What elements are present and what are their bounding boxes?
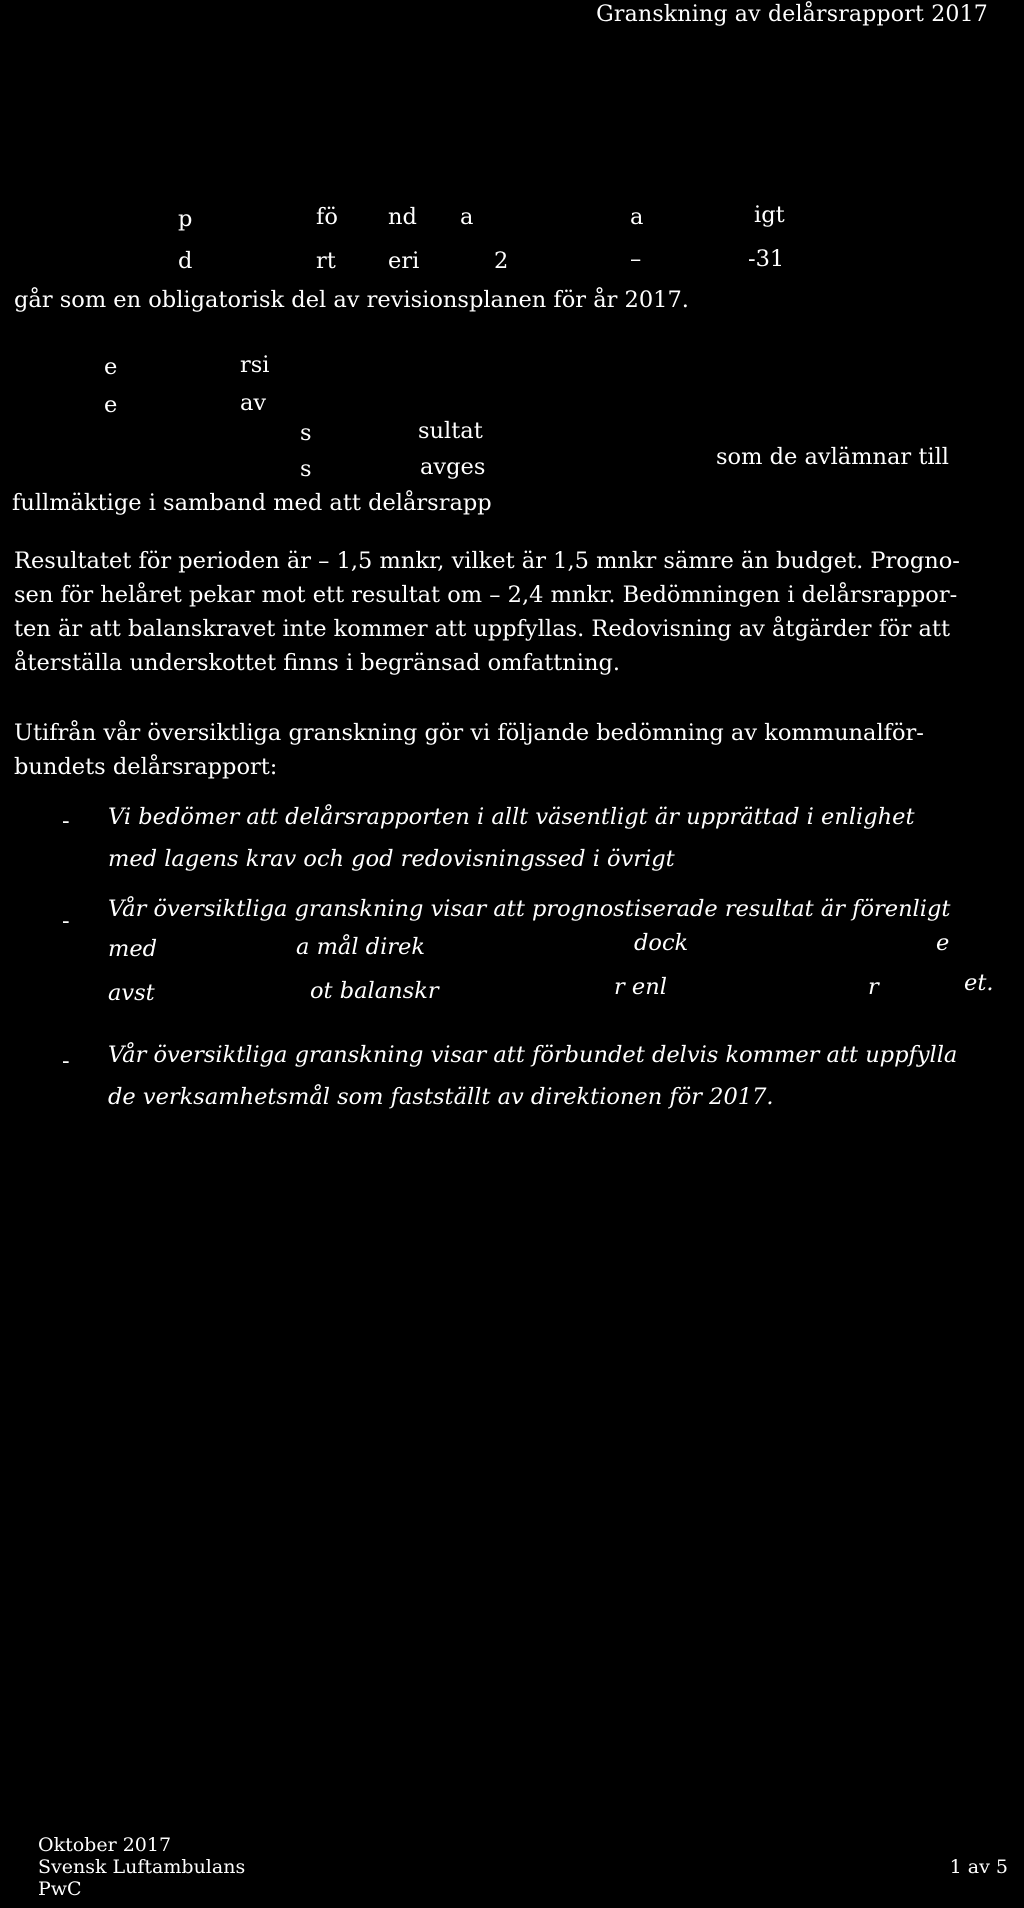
intro-line: går som en obligatorisk del av revisionsplanen för år 2017. [14,287,689,313]
purpose-fragment: avges [420,454,486,480]
intro-fragment: fö [316,204,338,230]
intro-fragment: – [630,246,642,272]
purpose-fragment: av [240,390,267,416]
bullet-fragment: ot balanskr [310,978,439,1004]
result-line: återställa underskottet finns i begränsad omfattning. [14,650,621,676]
bullet-dash: - [62,908,70,934]
intro-fragment: 2 [494,248,509,274]
intro-fragment: rt [316,248,336,274]
intro-fragment: igt [754,202,785,228]
purpose-fragment: som de avlämnar till [716,444,949,470]
bullet-fragment: a mål direk [296,934,425,960]
bullet-line: Vår översiktliga granskning visar att prognostiserade resultat är förenligt [108,896,951,922]
result-paragraph [14,544,960,680]
intro-fragment: nd [388,204,417,230]
footer-date: Oktober 2017 [38,1834,172,1856]
footer-info [38,1834,245,1900]
intro-fragment: a [460,204,474,230]
footer-firm: PwC [38,1878,82,1900]
bullet-dash: - [62,808,70,834]
page-number: 1 av 5 [949,1856,1008,1878]
result-line: ten är att balanskravet inte kommer att uppfyllas. Redovisning av åtgärder för att [14,616,950,642]
purpose-fragment: s [300,456,312,482]
bullet-line: de verksamhetsmål som fastställt av direktionen för 2017. [108,1084,774,1110]
intro-fragment: eri [388,248,420,274]
result-line: sen för helåret pekar mot ett resultat om – 2,4 mnkr. Bedömningen i delårsrappor- [14,582,958,608]
bullet-fragment: e [936,930,950,956]
bullet-text [108,796,914,880]
document-header-title: Granskning av delårsrapport 2017 [596,2,988,27]
bullet-text [108,1034,957,1118]
bullet-line: Vi bedömer att delårsrapporten i allt väsentligt är upprättad i enlighet [108,804,915,830]
intro-fragment: d [178,248,193,274]
bullet-fragment: r enl [614,974,667,1000]
purpose-fragment: e [104,392,118,418]
assessment-line: bundets delårsrapport: [14,754,278,780]
purpose-fragment: sultat [418,418,483,444]
purpose-line: fullmäktige i samband med att delårsrapp [12,490,492,516]
purpose-fragment: rsi [240,352,270,378]
bullet-fragment: et. [964,970,994,996]
bullet-fragment: dock [634,930,689,956]
intro-fragment: a [630,204,644,230]
assessment-line: Utifrån vår översiktliga granskning gör vi följande bedömning av kommunalför- [14,720,924,746]
purpose-fragment: e [104,354,118,380]
bullet-dash: - [62,1048,70,1074]
intro-fragment: -31 [748,246,785,272]
bullet-line: med lagens krav och god redovisningssed i övrigt [108,846,675,872]
bullet-fragment: avst [108,980,155,1006]
result-line: Resultatet för perioden är – 1,5 mnkr, vilket är 1,5 mnkr sämre än budget. Progno- [14,548,960,574]
intro-fragment: p [178,206,193,232]
bullet-fragment: med [108,936,158,962]
bullet-line: Vår översiktliga granskning visar att förbundet delvis kommer att uppfylla [108,1042,958,1068]
purpose-fragment: s [300,420,312,446]
bullet-fragment: r [868,974,879,1000]
footer-organization: Svensk Luftambulans [38,1856,246,1878]
assessment-intro [14,716,924,784]
